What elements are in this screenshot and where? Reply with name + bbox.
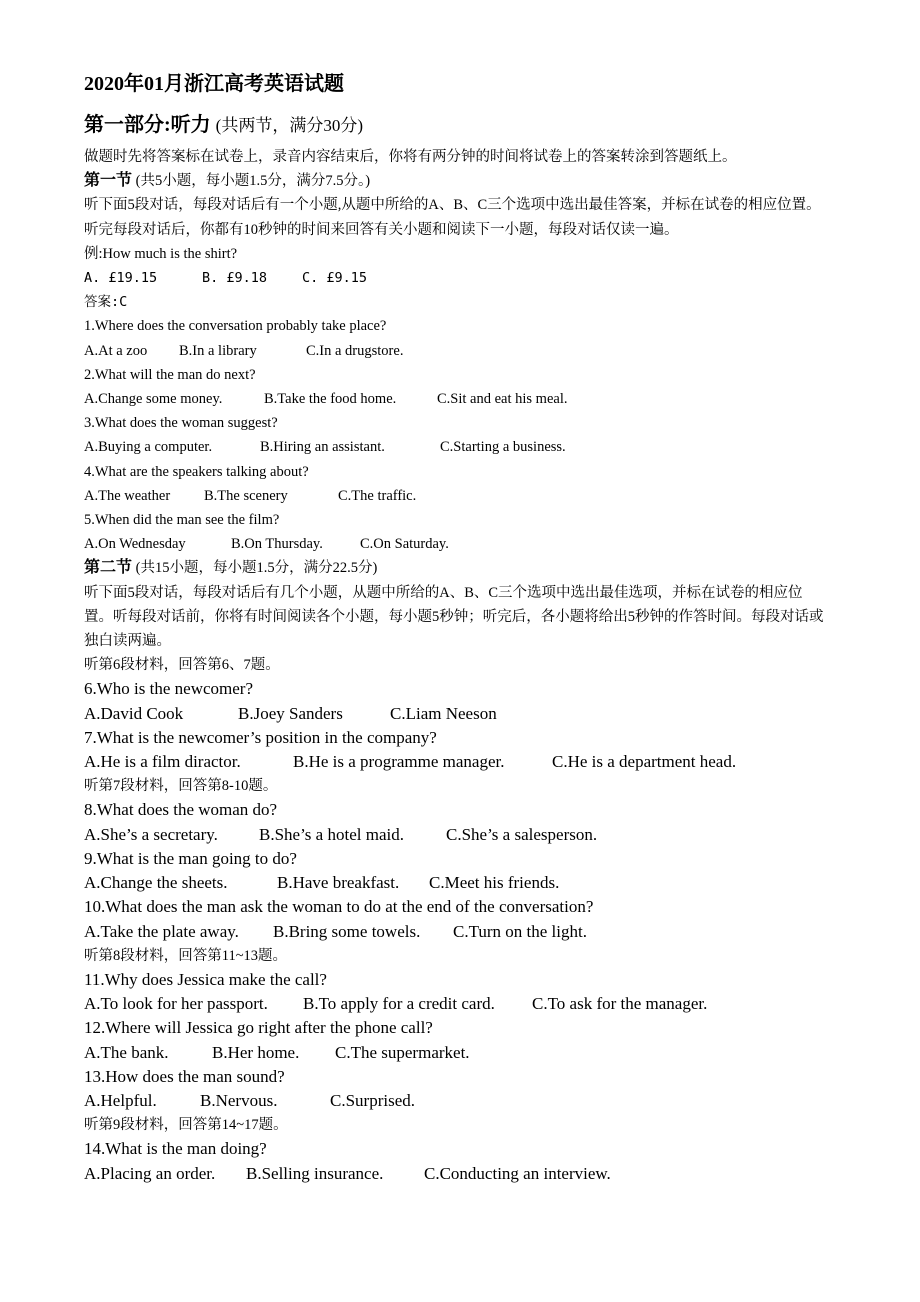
option-a: A.The bank. bbox=[84, 1042, 169, 1062]
option-b: B.Her home. bbox=[212, 1042, 300, 1062]
question-14-options bbox=[84, 1162, 829, 1186]
question-9: 9.What is the man going to do? bbox=[84, 848, 297, 868]
question-3-options bbox=[84, 435, 829, 459]
option-c: C.To ask for the manager. bbox=[532, 994, 708, 1014]
question-5: 5.When did the man see the film? bbox=[84, 512, 280, 529]
option-a: A.The weather bbox=[84, 487, 171, 504]
option-c: C.Meet his friends. bbox=[429, 873, 560, 893]
part1-instructions: 做题时先将答案标在试卷上，录音内容结束后，你将有两分钟的时间将试卷上的答案转涂到答题纸上。 bbox=[84, 149, 737, 165]
option-b: B.Bring some towels. bbox=[273, 921, 421, 941]
question-10-options bbox=[84, 920, 829, 944]
option-b: B.On Thursday. bbox=[231, 536, 323, 553]
section1-heading bbox=[84, 169, 829, 193]
section1-heading-text: 第一节 bbox=[84, 172, 133, 190]
option-a: A.Buying a computer. bbox=[84, 439, 213, 456]
question-13-options bbox=[84, 1089, 829, 1113]
question-11-options bbox=[84, 992, 829, 1016]
option-a: A.Helpful. bbox=[84, 1090, 157, 1110]
option-a: A.To look for her passport. bbox=[84, 994, 268, 1014]
option-a: A. £19.15 bbox=[84, 270, 158, 287]
option-b: B.Take the food home. bbox=[264, 391, 397, 408]
option-a: A.Placing an order. bbox=[84, 1163, 216, 1183]
section2-instructions: 听下面5段对话，每段对话后有几个小题，从题中所给的A、B、C三个选项中选出最佳选项，并标在试卷的相应位置。听每段对话前，你将有时间阅读各个小题，每小题5秒钟；听完后，各小题将给出5秒钟的作答时间。每段对话或独白读两遍。 bbox=[84, 584, 824, 650]
question-14: 14.What is the man doing? bbox=[84, 1139, 267, 1159]
section1-instructions: 听下面5段对话，每段对话后有一个小题,从题中所给的A、B、C三个选项中选出最佳答案，并标在试卷的相应位置。听完每段对话后，你都有10秒钟的时间来回答有关小题和阅读下一小题，每段对话仅读一遍。 bbox=[84, 197, 821, 238]
section2-heading-text: 第二节 bbox=[84, 559, 133, 577]
option-b: B.He is a programme manager. bbox=[293, 752, 505, 772]
group9-intro: 听第9段材料，回答第14~17题。 bbox=[84, 1117, 288, 1134]
question-11: 11.Why does Jessica make the call? bbox=[84, 969, 327, 989]
question-5-options bbox=[84, 532, 829, 556]
option-a: A.On Wednesday bbox=[84, 536, 186, 553]
question-9-options bbox=[84, 871, 829, 895]
option-c: C.Starting a business. bbox=[440, 439, 566, 456]
section1-heading-note: (共5小题，每小题1.5分，满分7.5分。) bbox=[135, 173, 371, 190]
option-c: C.On Saturday. bbox=[360, 536, 449, 553]
question-13: 13.How does the man sound? bbox=[84, 1066, 285, 1086]
option-c: C.The traffic. bbox=[338, 487, 417, 504]
option-c: C.In a drugstore. bbox=[306, 342, 404, 359]
option-c: C.Liam Neeson bbox=[390, 703, 497, 723]
option-b: B.She’s a hotel maid. bbox=[259, 824, 404, 844]
part1-heading-note: (共两节，满分30分) bbox=[215, 116, 363, 135]
question-1-options bbox=[84, 339, 829, 363]
question-6: 6.Who is the newcomer? bbox=[84, 679, 253, 699]
option-b: B.To apply for a credit card. bbox=[303, 994, 495, 1014]
section2-heading-note: (共15小题，每小题1.5分，满分22.5分) bbox=[135, 560, 378, 577]
option-c: C.Surprised. bbox=[330, 1090, 415, 1110]
option-b: B.Hiring an assistant. bbox=[260, 439, 385, 456]
option-a: A.Change the sheets. bbox=[84, 873, 228, 893]
part1-heading bbox=[84, 112, 829, 139]
question-7-options bbox=[84, 750, 829, 774]
option-a: A.Take the plate away. bbox=[84, 921, 239, 941]
option-a: A.David Cook bbox=[84, 703, 184, 723]
page-title: 2020年01月浙江高考英语试题 bbox=[84, 73, 344, 95]
question-4-options bbox=[84, 484, 829, 508]
example-options bbox=[84, 266, 829, 290]
option-a: A.He is a film diractor. bbox=[84, 752, 241, 772]
option-c: C.The supermarket. bbox=[335, 1042, 470, 1062]
example-answer: 答案:C bbox=[84, 294, 128, 311]
question-2-options bbox=[84, 387, 829, 411]
option-b: B.In a library bbox=[179, 342, 257, 359]
option-c: C.Turn on the light. bbox=[453, 921, 587, 941]
option-a: A.Change some money. bbox=[84, 391, 223, 408]
option-c: C.He is a department head. bbox=[552, 752, 737, 772]
option-a: A.At a zoo bbox=[84, 342, 148, 359]
group6-intro: 听第6段材料，回答第6、7题。 bbox=[84, 657, 280, 674]
option-b: B.Have breakfast. bbox=[277, 873, 400, 893]
part1-heading-text: 第一部分:听力 bbox=[84, 114, 211, 136]
option-b: B. £9.18 bbox=[202, 270, 268, 287]
question-10: 10.What does the man ask the woman to do at the end of the conversation? bbox=[84, 897, 594, 917]
group8-intro: 听第8段材料，回答第11~13题。 bbox=[84, 947, 288, 964]
example-question: 例:How much is the shirt? bbox=[84, 245, 238, 262]
question-7: 7.What is the newcomer’s position in the company? bbox=[84, 727, 437, 747]
question-4: 4.What are the speakers talking about? bbox=[84, 463, 309, 480]
question-12: 12.Where will Jessica go right after the phone call? bbox=[84, 1018, 433, 1038]
option-c: C.She’s a salesperson. bbox=[446, 824, 598, 844]
exam-page bbox=[84, 70, 829, 1186]
option-b: B.Selling insurance. bbox=[246, 1163, 384, 1183]
question-6-options bbox=[84, 702, 829, 726]
option-c: C.Sit and eat his meal. bbox=[437, 391, 568, 408]
question-8-options bbox=[84, 823, 829, 847]
option-b: B.The scenery bbox=[204, 487, 288, 504]
section2-heading bbox=[84, 556, 829, 580]
option-b: B.Nervous. bbox=[200, 1090, 278, 1110]
option-c: C. £9.15 bbox=[302, 270, 368, 287]
question-3: 3.What does the woman suggest? bbox=[84, 415, 278, 432]
group7-intro: 听第7段材料，回答第8-10题。 bbox=[84, 778, 278, 795]
option-c: C.Conducting an interview. bbox=[424, 1163, 611, 1183]
option-b: B.Joey Sanders bbox=[238, 703, 343, 723]
question-12-options bbox=[84, 1041, 829, 1065]
question-1: 1.Where does the conversation probably take place? bbox=[84, 318, 387, 335]
option-a: A.She’s a secretary. bbox=[84, 824, 218, 844]
question-2: 2.What will the man do next? bbox=[84, 366, 256, 383]
question-8: 8.What does the woman do? bbox=[84, 800, 278, 820]
